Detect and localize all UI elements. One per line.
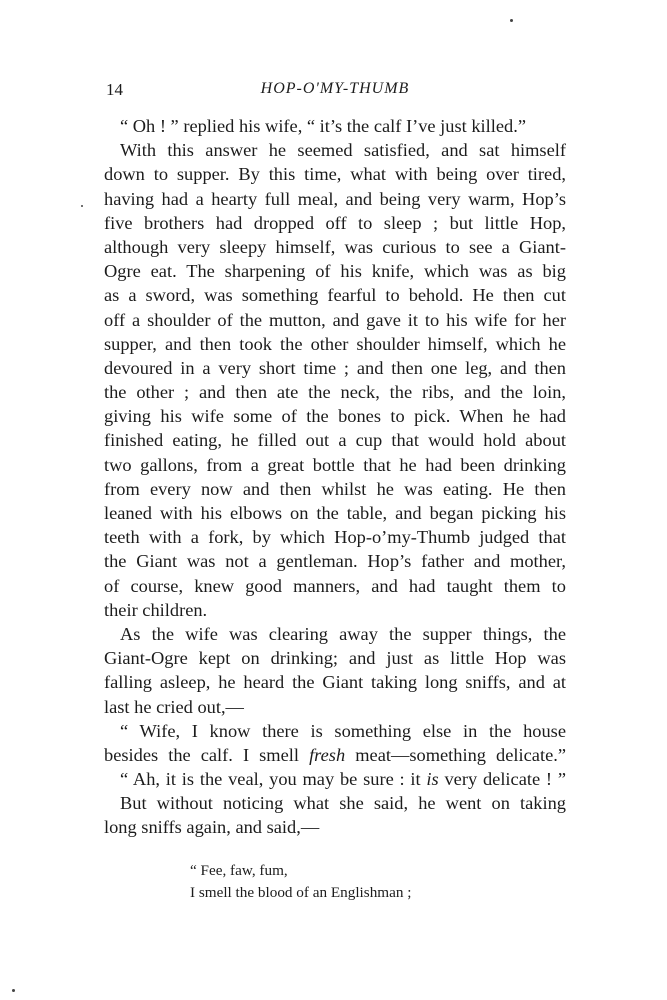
verse-line: “ Fee, faw, fum,: [190, 862, 288, 879]
text-line: With this answer he seemed satisfied, and sat himself: [120, 140, 566, 161]
text-line: two gallons, from a great bottle that he had been drinking: [104, 454, 566, 475]
body-text: [104, 114, 566, 840]
text-line: giving his wife some of the bones to pick. When he had: [104, 406, 566, 427]
text-line: as a sword, was something fearful to behold. He then cut: [104, 285, 566, 306]
text-line: leaned with his elbows on the table, and began picking his: [104, 503, 566, 523]
print-speck: [81, 205, 83, 207]
text-line: down to supper. By this time, what with being over tired,: [104, 164, 566, 185]
verse-block: [190, 860, 411, 904]
verse-line: I smell the blood of an Englishman ;: [190, 884, 412, 901]
text-line: besides the calf. I smell fresh meat—something delicate.”: [104, 744, 566, 765]
text-line: having had a hearty full meal, and being very warm, Hop’s: [104, 188, 566, 209]
text-line: Ogre eat. The sharpening of his knife, which was as big: [104, 261, 566, 282]
text-line: long sniffs again, and said,—: [104, 817, 320, 838]
print-speck: [12, 989, 15, 992]
text-line: their children.: [104, 599, 208, 620]
text-line: although very sleepy himself, was curious to see a Giant-: [104, 236, 566, 257]
italic-emphasis: fresh: [309, 744, 346, 765]
text-line: off a shoulder of the mutton, and gave it to his wife for her: [104, 309, 566, 330]
text-line: “ Ah, it is the veal, you may be sure : it is very delicate ! ”: [120, 769, 566, 790]
italic-emphasis: is: [426, 769, 439, 790]
text-line: falling asleep, he heard the Giant taking long sniffs, and at: [104, 672, 566, 693]
text-line: finished eating, he filled out a cup that would hold about: [104, 430, 566, 451]
page-number: 14: [106, 80, 123, 99]
print-speck: [510, 19, 513, 22]
page-header: [106, 80, 564, 106]
running-title: HOP-O'MY-THUMB: [260, 80, 410, 97]
text-line: “ Wife, I know there is something else in the house: [120, 720, 566, 741]
text-line: five brothers had dropped off to sleep ; but little Hop,: [104, 212, 566, 233]
text-line: from every now and then whilst he was eating. He then: [104, 478, 566, 499]
text-line: supper, and then took the other shoulder himself, which he: [104, 333, 566, 354]
text-line: But without noticing what she said, he went on taking: [120, 793, 566, 814]
text-line: the Giant was not a gentleman. Hop’s father and mother,: [104, 551, 566, 572]
text-line: Giant-Ogre kept on drinking; and just as little Hop was: [104, 648, 566, 669]
text-line: As the wife was clearing away the supper things, the: [120, 623, 566, 644]
text-line: devoured in a very short time ; and then one leg, and then: [104, 357, 566, 378]
text-line: “ Oh ! ” replied his wife, “ it’s the calf I’ve just killed.”: [120, 116, 526, 136]
text-line: last he cried out,—: [104, 696, 244, 717]
text-line: teeth with a fork, by which Hop-o’my-Thumb judged that: [104, 527, 566, 548]
text-line: the other ; and then ate the neck, the ribs, and the loin,: [104, 382, 566, 403]
text-line: of course, knew good manners, and had taught them to: [104, 575, 566, 596]
